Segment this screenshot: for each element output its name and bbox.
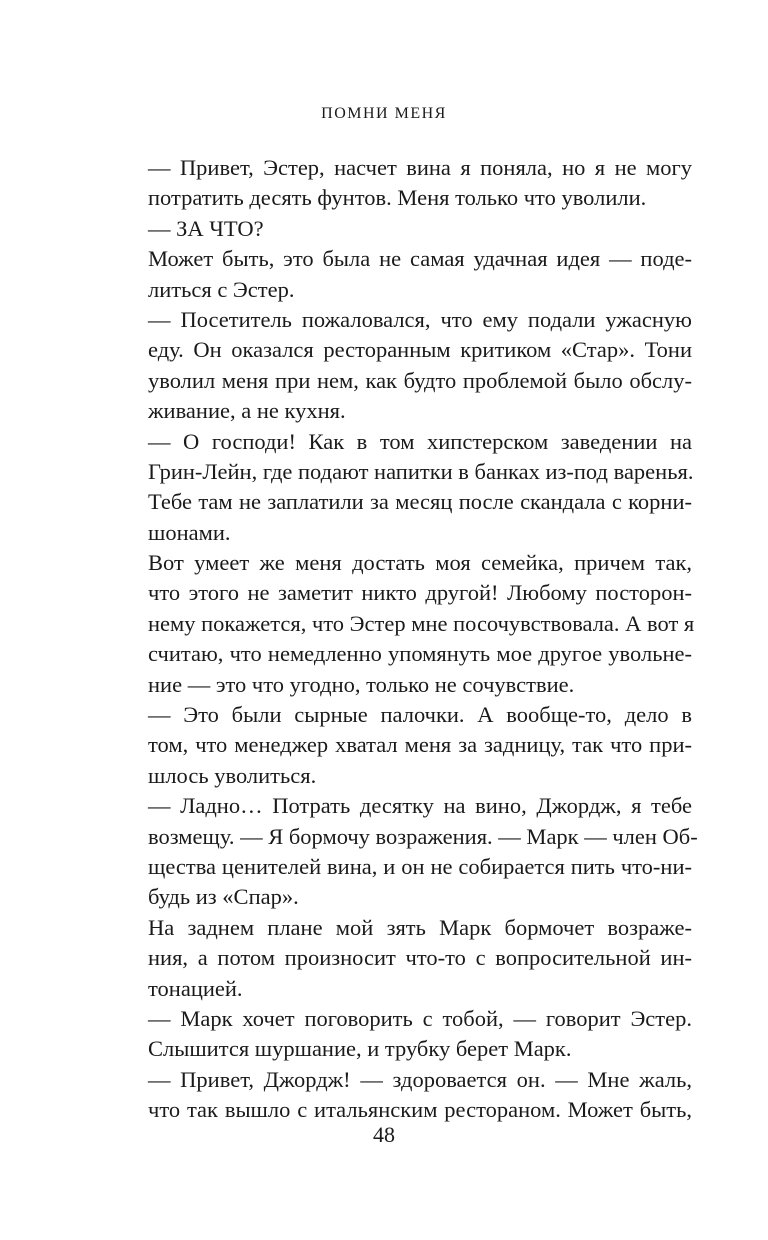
- text-line: — ЗА ЧТО?: [148, 215, 264, 241]
- text-line: будь из «Спар».: [148, 884, 299, 910]
- text-line: Вот умеет же меня достать моя семейка, причем так,: [148, 550, 692, 576]
- text-line: литься с Эстер.: [148, 276, 295, 302]
- text-line: шлось уволиться.: [148, 762, 317, 788]
- text-line: На заднем плане мой зять Марк бормочет возраже-: [148, 914, 692, 940]
- text-line: — Привет, Джордж! — здоровается он. — Мне жаль,: [148, 1066, 692, 1092]
- text-line: — Привет, Эстер, насчет вина я поняла, но я не могу: [148, 155, 692, 180]
- text-line: потратить десять фунтов. Меня только что уволили.: [148, 185, 647, 211]
- text-line: уволил меня при нем, как будто проблемой было обслу-: [148, 367, 692, 393]
- text-line: том, что менеджер хватал меня за задницу, так что при-: [148, 732, 692, 758]
- text-line: еду. Он оказался ресторанным критиком «Стар». Тони: [148, 337, 692, 363]
- text-line: ния, а потом произносит что-то с вопросительной ин-: [148, 945, 692, 971]
- text-line: шонами.: [148, 519, 231, 545]
- body-text: [148, 153, 698, 1126]
- text-line: — Посетитель пожаловался, что ему подали ужасную: [148, 306, 692, 332]
- text-line: считаю, что немедленно упомянуть мое другое увольне-: [148, 641, 692, 667]
- page-number: 48: [373, 1122, 395, 1147]
- text-line: живание, а не кухня.: [148, 398, 346, 424]
- text-line: что этого не заметит никто другой! Любому посторон-: [148, 580, 692, 606]
- text-line: тонацией.: [148, 975, 243, 1001]
- text-line: щества ценителей вина, и он не собирается пить что-ни-: [148, 853, 692, 879]
- text-line: что так вышло с итальянским рестораном. Может быть,: [148, 1097, 692, 1123]
- text-line: возмещу. — Я бормочу возражения. — Марк — член Об-: [148, 823, 698, 849]
- text-line: — Это были сырные палочки. А вообще-то, дело в: [148, 702, 692, 728]
- text-line: — О господи! Как в том хипстерском заведении на: [148, 428, 692, 454]
- text-line: Грин-Лейн, где подают напитки в банках из-под варенья.: [148, 458, 694, 484]
- text-line: Тебе там не заплатили за месяц после скандала с корни-: [148, 489, 692, 515]
- text-line: Слышится шуршание, и трубку берет Марк.: [148, 1036, 572, 1062]
- text-line: Может быть, это была не самая удачная идея — поде-: [148, 246, 692, 272]
- text-line: — Марк хочет поговорить с тобой, — говорит Эстер.: [148, 1005, 692, 1031]
- running-head: ПОМНИ МЕНЯ: [321, 105, 447, 122]
- text-line: ние — это что угодно, только не сочувствие.: [148, 671, 575, 697]
- text-line: нему покажется, что Эстер мне посочувствовала. А вот я: [148, 610, 695, 636]
- text-line: — Ладно… Потрать десятку на вино, Джордж, я тебе: [148, 793, 692, 819]
